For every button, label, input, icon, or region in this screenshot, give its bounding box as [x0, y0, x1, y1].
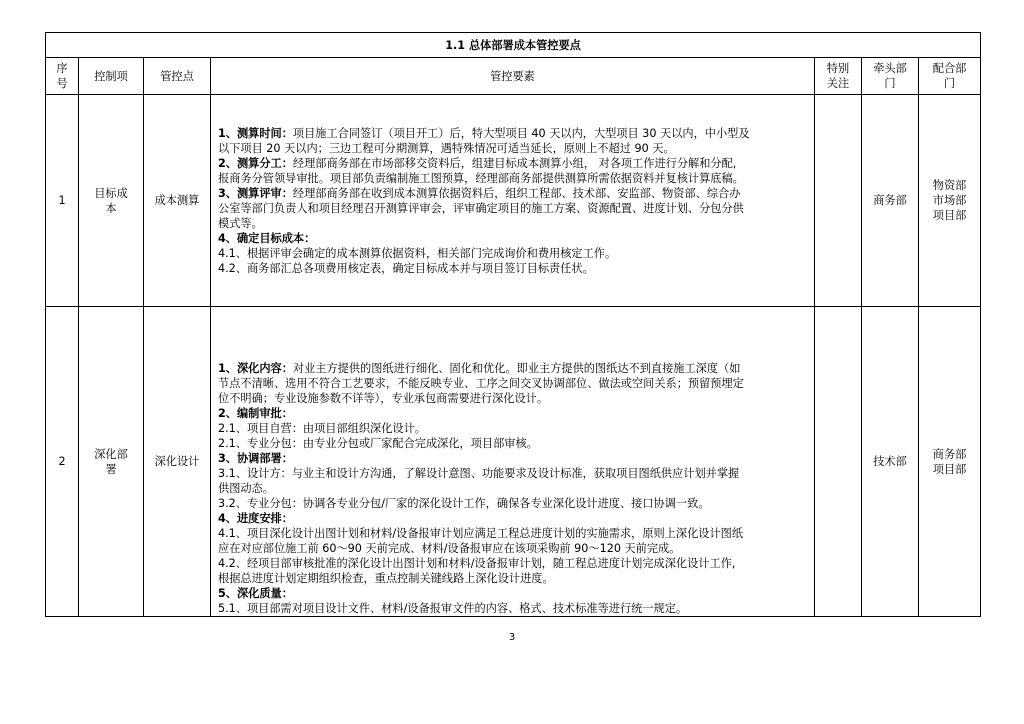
header-control-point: 管控点 — [144, 58, 211, 95]
header-control-item: 控制项 — [79, 58, 144, 95]
row-control-elements: 1、深化内容：对业主方提供的图纸进行细化、固化和优化。即业主方提供的图纸达不到直接施工深度（如 节点不清晰、选用不符合工艺要求，不能反映专业、工序之间交叉协调部位、做法或空间关系；预留预埋定 位不明确；专业设施参数不详等），专业承包商需要进行深化设计。 2、编制审批： 2.1、项目自营：由项目部组织深化设计。 2.1、专业分包：由专业分包或厂家配合完成深化，项目部审核。 3、协调部署： 3.1、设计方：与业主和设计方沟通，了解设计意图、功能要求及设计标准，获取项目图纸供应计划并掌握 供图动态。 3.2、专业分包：协调各专业分包/厂家的深化设计工作，确保各专业深化设计进度、接口协调一致。 4、进度安排： 4.1、项目深化设计出图计划和材料/设备报审计划应满足工程总进度计划的实施需求，原则上深化设计图纸 应在对应部位施工前 60～90 天前完成、材料/设备报审应在该项采购前 90～120 天前完成。 4.2、经项目部审核批准的深化设计出图计划和材料/设备报审计划，随工程总进度计划完成深化设计工作, 根据总进度计划定期组织检查，重点控制关键线路上深化设计进度。 5、深化质量： 5.1、项目部需对项目设计文件、材料/设备报审文件的内容、格式、技术标准等进行统一规定。 — [211, 307, 815, 617]
header-special-attention: 特别 关注 — [815, 58, 862, 95]
row-seq: 1 — [46, 95, 79, 307]
row-control-elements: 1、测算时间：项目施工合同签订（项目开工）后，特大型项目 40 天以内，大型项目 30 天以内，中小型及 以下项目 20 天以内；三边工程可分期测算，遇特殊情况可适当延长，原则上不超过 90 天。 2、测算分工：经理部商务部在市场部移交资料后，组建目标成本测算小组， 对各项工作进行分解和分配, 报商务分管领导审批。项目部负责编制施工图预算，经理部商务部提供测算所需依据资料并复核计算底稿。 3、测算评审：经理部商务部在收到成本测算依据资料后，组织工程部、技术部、安监部、物资部、综合办 公室等部门负责人和项目经理召开测算评审会，评审确定项目的施工方案、资源配置、进度计划、分包分供 模式等。 4、确定目标成本： 4.1、根据评审会确定的成本测算依据资料，相关部门完成询价和费用核定工作。 4.2、商务部汇总各项费用核定表，确定目标成本并与项目签订目标责任状。 — [211, 95, 815, 307]
cost-control-table — [45, 32, 981, 617]
row-control-point: 深化设计 — [144, 307, 211, 617]
row-special-attention — [815, 95, 862, 307]
table-row — [46, 95, 981, 307]
row-control-point: 成本测算 — [144, 95, 211, 307]
header-row — [46, 58, 981, 95]
row-lead-dept: 技术部 — [862, 307, 919, 617]
row-lead-dept: 商务部 — [862, 95, 919, 307]
row-cooperate-dept: 商务部 项目部 — [919, 307, 981, 617]
row-special-attention — [815, 307, 862, 617]
row-seq: 2 — [46, 307, 79, 617]
page-number: 3 — [508, 632, 516, 643]
header-seq: 序 号 — [46, 58, 79, 95]
table-row — [46, 307, 981, 617]
header-cooperate-dept: 配合部 门 — [919, 58, 981, 95]
header-control-elements: 管控要素 — [211, 58, 815, 95]
row-control-item: 目标成 本 — [79, 95, 144, 307]
row-control-item: 深化部 署 — [79, 307, 144, 617]
header-lead-dept: 牵头部 门 — [862, 58, 919, 95]
row-cooperate-dept: 物资部 市场部 项目部 — [919, 95, 981, 307]
table-title: 1.1 总体部署成本管控要点 — [46, 33, 981, 58]
